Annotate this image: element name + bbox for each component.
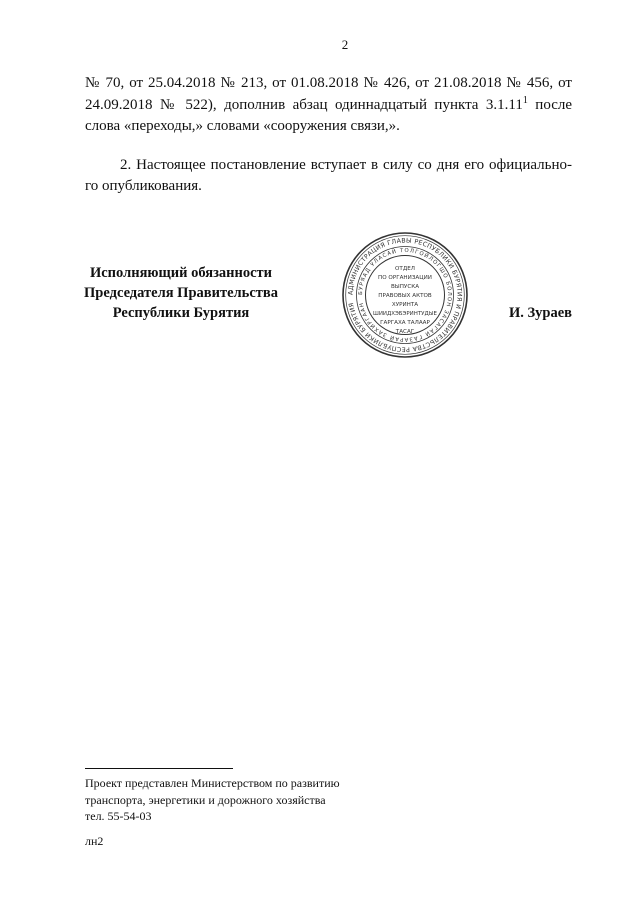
paragraph1-line2-tail: после xyxy=(527,97,573,113)
seal-inner-line: ШИИДХЭБЭРИНТУДЫЕ xyxy=(373,311,438,317)
seal-inner-line: ОТДЕЛ xyxy=(395,266,415,272)
seal-inner-ring-text: БУРЯАД УЛАСАЙ ТОЛГОЙЛОГШО БОЛОН ЗАСАГАЙ ГАЗАРАЙ ЗАХИРГААН xyxy=(357,247,453,343)
paragraph2-line2: го опубликования. xyxy=(85,178,202,194)
footer-note-line: тел. 55-54-03 xyxy=(85,809,152,823)
paragraph1-line1: № 70, от 25.04.2018 № 213, от 01.08.2018 № 426, от 21.08.2018 № 456, от xyxy=(85,75,572,91)
seal-inner-line: ГАРГАХА ТАЛААР xyxy=(380,320,430,326)
signatory-name: И. Зураев xyxy=(508,305,572,321)
seal-inner-line: ПРАВОВЫХ АКТОВ xyxy=(378,293,432,299)
footer-note-line: Проект представлен Министерством по развитию xyxy=(85,776,340,790)
paragraph1-line2-text: 24.09.2018 № 522), дополнив абзац одиннадцатый пункта 3.1.11 xyxy=(85,97,523,113)
paragraph1-line3: слова «переходы,» словами «сооружения связи,». xyxy=(85,118,400,134)
signatory-title-line: Республики Бурятия xyxy=(112,305,250,321)
footer-divider xyxy=(85,768,233,769)
signatory-title-line: Исполняющий обязанности xyxy=(89,265,273,281)
paragraph2-line1: 2. Настоящее постановление вступает в силу со дня его официально- xyxy=(120,157,572,173)
paragraph1-line2 xyxy=(85,94,572,116)
footer-note-line: транспорта, энергетики и дорожного хозяйства xyxy=(85,792,326,807)
signatory-title xyxy=(60,263,302,323)
footer-note xyxy=(85,775,340,825)
document-code: лн2 xyxy=(85,834,104,848)
seal-inner-line: ВЫПУСКА xyxy=(390,284,420,290)
footnote-superscript: 1 xyxy=(522,95,528,106)
seal-inner-line: ТАСАГ xyxy=(395,329,415,335)
seal-outer-ring-text: АДМИНИСТРАЦИЯ ГЛАВЫ РЕСПУБЛИКИ БУРЯТИЯ И ПРАВИТЕЛЬСТВА РЕСПУБЛИКИ БУРЯТИЯ xyxy=(347,237,463,353)
page-number: 2 xyxy=(341,37,349,52)
seal-inner-line: ХУРИНТА xyxy=(391,302,419,308)
signatory-title-line: Председателя Правительства xyxy=(84,285,278,301)
official-seal xyxy=(340,230,470,360)
seal-inner-line: ПО ОРГАНИЗАЦИИ xyxy=(378,275,432,281)
